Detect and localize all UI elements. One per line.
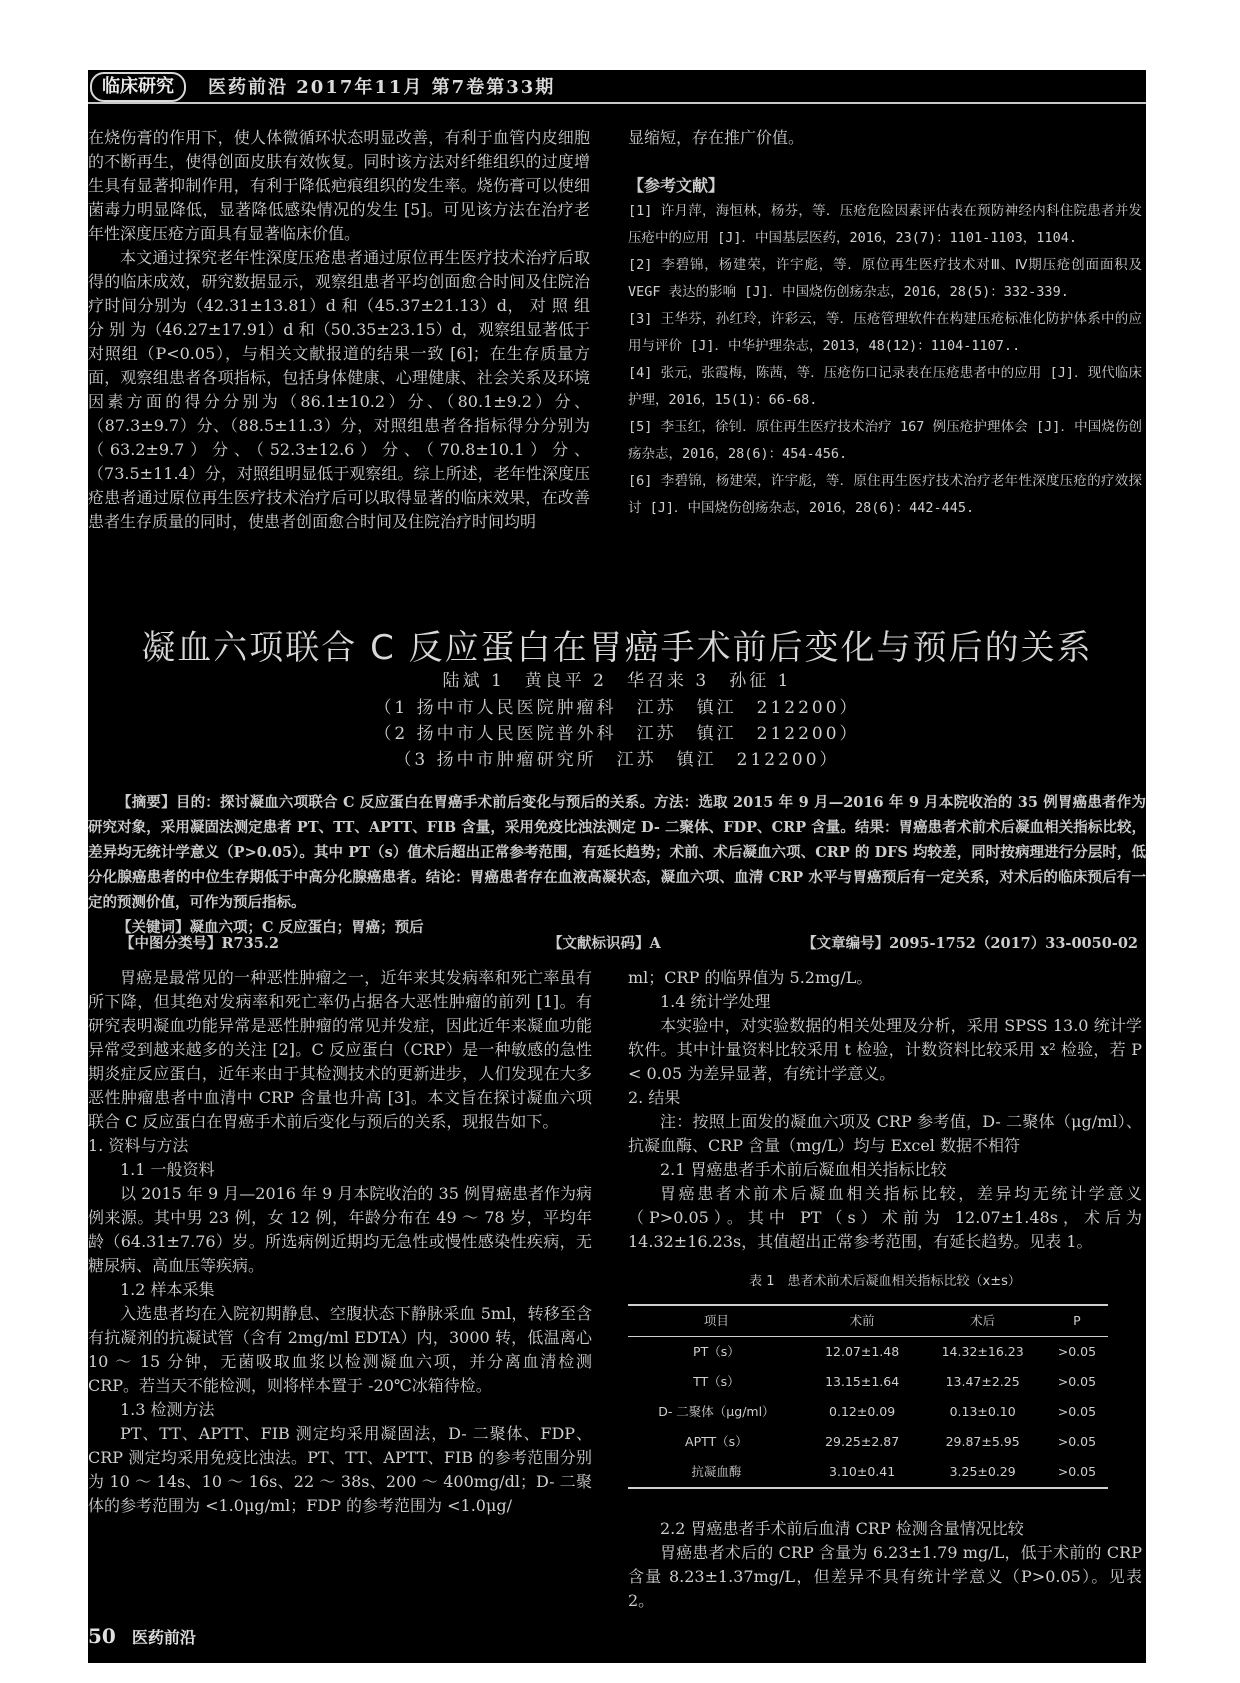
- prev-article-left-column: [88, 126, 590, 534]
- table-cell: 0.13±0.10: [949, 1404, 1016, 1419]
- keywords-line: 【关键词】凝血六项；C 反应蛋白；胃癌；预后: [117, 919, 424, 936]
- references-heading: 【参考文献】: [628, 176, 725, 195]
- table-row: [628, 1337, 1108, 1368]
- section-badge: 临床研究: [90, 72, 186, 102]
- table-cell: 3.25±0.29: [949, 1464, 1016, 1479]
- paragraph: 注：按照上面发的凝血六项及 CRP 参考值，D- 二聚体（μg/ml）、抗凝血酶、CRP 含量（mg/L）均与 Excel 数据不相符: [628, 1112, 1142, 1155]
- table-cell: 0.12±0.09: [829, 1404, 896, 1419]
- classification-row: [88, 932, 1146, 956]
- reference-list: [628, 198, 1142, 522]
- abstract-block: [88, 790, 1146, 940]
- reference-item: [4] 张元，张霞梅，陈茜，等．压疮伤口记录表在压疮患者中的应用 [J]．现代临床护理，2016，15(1)：66-68.: [628, 365, 1142, 408]
- table-cell: 29.87±5.95: [945, 1434, 1020, 1449]
- paragraph-continuation: ml；CRP 的临界值为 5.2mg/L。: [628, 968, 873, 987]
- table-cell: 14.32±16.23: [941, 1344, 1024, 1359]
- table-cell: >0.05: [1057, 1404, 1097, 1419]
- subsection-heading: 2.2 胃癌患者手术前后血清 CRP 检测含量情况比较: [660, 1519, 1024, 1538]
- article-number: 【文章编号】2095-1752（2017）33-0050-02: [802, 935, 1138, 952]
- table-cell: 13.15±1.64: [825, 1374, 900, 1389]
- table-caption: 表 1 患者术前术后凝血相关指标比较（x±s）: [749, 1274, 1021, 1289]
- table-cell: APTT（s）: [685, 1434, 748, 1449]
- reference-item: [1] 许月萍，海恒林，杨芬，等．压疮危险因素评估表在预防神经内科住院患者并发压疮中的应用 [J]．中国基层医药，2016，23(7)：1101-1103，1104.: [628, 203, 1142, 246]
- journal-issue-line: 医药前沿 2017年11月 第7卷第33期: [208, 77, 556, 98]
- table-cell: >0.05: [1057, 1374, 1097, 1389]
- affiliation-2: （2 扬中市人民医院普外科 江苏 镇江 212200）: [374, 724, 860, 744]
- table-header-cell: 术后: [970, 1313, 996, 1328]
- table-cell: TT（s）: [693, 1374, 740, 1389]
- table-row: [628, 1427, 1108, 1457]
- table-cell: 29.25±2.87: [825, 1434, 900, 1449]
- table-cell: >0.05: [1057, 1344, 1097, 1359]
- prev-article-right-column: [628, 126, 1142, 522]
- paragraph: PT、TT、APTT、FIB 测定均采用凝固法，D- 二聚体、FDP、CRP 测定均采用免疫比浊法。PT、TT、APTT、FIB 的参考范围分别为 10 ～ 14s、10 ～ 16s、22 ～ 38s、200 ～ 400mg/dl；D- 二聚体的参考范围为 <1.0μg/ml；FDP 的参考范围为 <1.0μg/: [88, 1424, 592, 1515]
- reference-item: [3] 王华芬，孙红玲，许彩云，等．压疮管理软件在构建压疮标准化防护体系中的应用与评价 [J]．中华护理杂志，2013，48(12)：1104-1107..: [628, 311, 1142, 354]
- table-row: [628, 1397, 1108, 1427]
- paragraph: 胃癌患者术后的 CRP 含量为 6.23±1.79 mg/L，低于术前的 CRP 含量 8.23±1.37mg/L，但差异不具有统计学意义（P>0.05）。见表 2。: [628, 1543, 1142, 1610]
- table-header-cell: 项目: [703, 1313, 729, 1328]
- paragraph: 入选患者均在入院初期静息、空腹状态下静脉采血 5ml，转移至含有抗凝剂的抗凝试管（含有 2mg/ml EDTA）内，3000 转，低温离心 10 ～ 15 分钟，无菌吸取血浆以检测凝血六项，并分离血清检测 CRP。若当天不能检测，则将样本置于 -20℃冰箱待检。: [88, 1304, 592, 1395]
- reference-item: [6] 李碧锦，杨建荣，许宇彪，等．原住再生医疗技术治疗老年性深度压疮的疗效探讨 [J]．中国烧伤创疡杂志，2016，28(6)：442-445.: [628, 473, 1142, 516]
- paragraph: 本文通过探究老年性深度压疮患者通过原位再生医疗技术治疗后取得的临床成效，研究数据显示，观察组患者平均创面愈合时间及住院治疗时间分别为（42.31±13.81）d 和（45.37±21.13）d， 对 照 组 分 别 为（46.27±17.91）d 和（50.35±23.15）d，观察组显著低于对照组（P<0.05），与相关文献报道的结果一致 [6]；在生存质量方面，观察组患者各项指标，包括身体健康、心理健康、社会关系及环境因素方面的得分分别为（86.1±10.2）分、（80.1±9.2）分、（87.3±9.7）分、（88.5±11.3）分，对照组患者各指标得分分别为（63.2±9.7）分、（52.3±12.6）分、（70.8±10.1）分、（73.5±11.4）分，对照组明显低于观察组。综上所述，老年性深度压疮患者通过原位再生医疗技术治疗后可以取得显著的临床效果，在改善患者生存质量的同时，使患者创面愈合时间及住院治疗时间均明: [88, 248, 590, 531]
- table-cell: 12.07±1.48: [825, 1344, 900, 1359]
- section-heading: 1. 资料与方法: [88, 1136, 189, 1155]
- table-cell: 抗凝血酶: [691, 1464, 742, 1479]
- table-cell: >0.05: [1057, 1434, 1097, 1449]
- journal-header: [88, 70, 1146, 104]
- table-cell: PT（s）: [693, 1344, 740, 1359]
- footer-journal-name: 医药前沿: [131, 1628, 196, 1647]
- subsection-heading: 1.3 检测方法: [120, 1400, 215, 1419]
- paragraph: 本实验中，对实验数据的相关处理及分析，采用 SPSS 13.0 统计学软件。其中计量资料比较采用 t 检验，计数资料比较采用 x² 检验，若 P < 0.05 为差异显著，有统计学意义。: [628, 1016, 1142, 1083]
- table-cell: 13.47±2.25: [945, 1374, 1020, 1389]
- affiliation-3: （3 扬中市肿瘤研究所 江苏 镇江 212200）: [394, 750, 840, 770]
- table-header-row: [628, 1305, 1108, 1337]
- paragraph: 胃癌是最常见的一种恶性肿瘤之一，近年来其发病率和死亡率虽有所下降，但其绝对发病率和死亡率仍占据各大恶性肿瘤的前列 [1]。有研究表明凝血功能异常是恶性肿瘤的常见并发症，因此近年来凝血功能异常受到越来越多的关注 [2]。C 反应蛋白（CRP）是一种敏感的急性期炎症反应蛋白，近年来由于其检测技术的更新进步，人们发现在大多恶性肿瘤患者中血清中 CRP 含量也升高 [3]。本文旨在探讨凝血六项联合 C 反应蛋白在胃癌手术前后变化与预后的关系，现报告如下。: [88, 968, 592, 1131]
- clc-number: 【中图分类号】R735.2: [120, 935, 279, 952]
- table-cell: D- 二聚体（μg/ml）: [658, 1404, 775, 1419]
- table-cell: >0.05: [1057, 1464, 1097, 1479]
- subsection-heading: 1.1 一般资料: [120, 1160, 215, 1179]
- table-header-cell: P: [1073, 1313, 1081, 1328]
- author-line: 陆斌 1 黄良平 2 华召来 3 孙征 1: [442, 671, 792, 691]
- article-right-column: [628, 966, 1142, 1613]
- page-footer: [88, 1624, 196, 1648]
- article-right-bottom: [628, 1517, 1142, 1613]
- section-heading: 2. 结果: [628, 1088, 681, 1107]
- subsection-heading: 1.2 样本采集: [120, 1280, 215, 1299]
- reference-item: [5] 李玉红，徐钊．原住再生医疗技术治疗 167 例压疮护理体会 [J]．中国烧伤创疡杂志，2016，28(6)：454-456.: [628, 419, 1142, 462]
- subsection-heading: 2.1 胃癌患者手术前后凝血相关指标比较: [660, 1160, 947, 1179]
- table-header-cell: 术前: [849, 1313, 875, 1328]
- page-number: 50: [88, 1624, 116, 1648]
- paragraph: 在烧伤膏的作用下，使人体微循环状态明显改善，有利于血管内皮细胞的不断再生，使得创面皮肤有效恢复。同时该方法对纤维组织的过度增生具有显著抑制作用，有利于降低疤痕组织的发生率。烧伤膏可以使细菌毒力明显降低，显著降低感染情况的发生 [5]。可见该方法在治疗老年性深度压疮方面具有显著临床价值。: [88, 128, 590, 243]
- coagulation-table: [628, 1304, 1108, 1489]
- paragraph: 以 2015 年 9 月—2016 年 9 月本院收治的 35 例胃癌患者作为病例来源。其中男 23 例，女 12 例，年龄分布在 49 ～ 78 岁，平均年龄（64.31±7.76）岁。所选病例近期均无急性或慢性感染性疾病，无糖尿病、高血压等疾病。: [88, 1184, 592, 1275]
- table-cell: 3.10±0.41: [829, 1464, 896, 1479]
- document-code: 【文献标识码】A: [548, 935, 661, 952]
- table-row: [628, 1367, 1108, 1397]
- article-right-top: [628, 966, 1142, 1254]
- article-left-column: [88, 966, 592, 1518]
- subsection-heading: 1.4 统计学处理: [660, 992, 771, 1011]
- reference-item: [2] 李碧锦，杨建荣，许宇彪，等．原位再生医疗技术对Ⅲ、Ⅳ期压疮创面面积及 VEGF 表达的影响 [J]．中国烧伤创疡杂志，2016，28(5)：332-339.: [628, 257, 1142, 300]
- paragraph: 胃癌患者术前术后凝血相关指标比较，差异均无统计学意义（P>0.05）。其中 PT（s）术前为 12.07±1.48s，术后为 14.32±16.23s，其值超出正常参考范围，有延长趋势。见表 1。: [628, 1184, 1142, 1251]
- prev-article-closing: 显缩短，存在推广价值。: [628, 128, 805, 147]
- article-title: 凝血六项联合 C 反应蛋白在胃癌手术前后变化与预后的关系: [141, 628, 1093, 668]
- abstract-text: 【摘要】目的：探讨凝血六项联合 C 反应蛋白在胃癌手术前后变化与预后的关系。方法：选取 2015 年 9 月—2016 年 9 月本院收治的 35 例胃癌患者作为研究对象，采用凝固法测定患者 PT、TT、APTT、FIB 含量，采用免疫比浊法测定 D- 二聚体、FDP、CRP 含量。结果：胃癌患者术前术后凝血相关指标比较，差异均无统计学意义（P>0.05）。其中 PT（s）值术后超出正常参考范围，有延长趋势；术前、术后凝血六项、CRP 的 DFS 均较差，同时按病理进行分层时，低分化腺癌患者的中位生存期低于中高分化腺癌患者。结论：胃癌患者存在血液高凝状态，凝血六项、血清 CRP 水平与胃癌预后有一定关系，对术后的临床预后有一定的预测价值，可作为预后指标。: [88, 794, 1146, 911]
- table-row: [628, 1457, 1108, 1488]
- affiliation-1: （1 扬中市人民医院肿瘤科 江苏 镇江 212200）: [374, 698, 860, 718]
